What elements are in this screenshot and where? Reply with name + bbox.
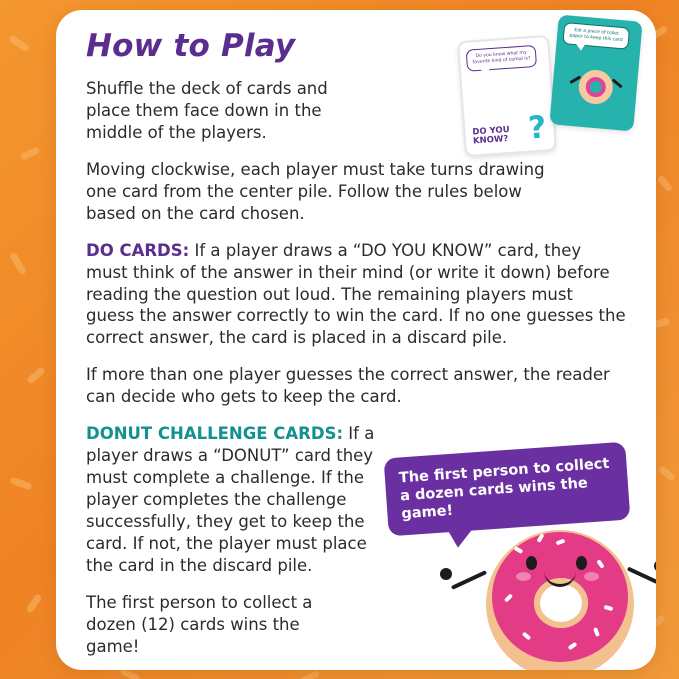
mini-donut-arm-right (612, 78, 623, 88)
mini-card-donut-challenge (549, 15, 642, 132)
donut-eye-right (576, 556, 587, 570)
sprinkle-decoration (8, 34, 30, 52)
do-cards-label: DO CARDS: (86, 240, 190, 260)
sprinkle-decoration (26, 366, 46, 384)
paragraph-shuffle: Shuffle the deck of cards and place them face down in the middle of the players. (86, 79, 328, 142)
speech-bubble-text: The first person to collect a dozen cards wins the game! (398, 455, 610, 523)
sprinkle-decoration (9, 251, 27, 275)
paragraph-do-cards (86, 240, 626, 350)
page-title: How to Play (86, 28, 296, 64)
donut-cards-label: DONUT CHALLENGE CARDS: (86, 424, 344, 444)
mini-card-speech-bubble: Do you know what my favorite kind of cereal is? (466, 45, 537, 72)
mini-card-speech-bubble: Eat a piece of toilet paper to keep this card (562, 22, 630, 50)
mini-card-do-you-know (457, 35, 557, 157)
donut-eye-left (526, 556, 537, 570)
sprinkle-decoration (19, 146, 40, 161)
sprinkle-decoration (657, 174, 674, 192)
donut-cheek-right (584, 572, 599, 581)
do-cards-text: If a player draws a “DO YOU KNOW” card, they must think of the answer in their mind (or write it down) before reading the question out loud. The remaining players must guess the answer correctly to win the card. If no one guesses the correct answer, the card is placed in a discard pile. (86, 240, 626, 348)
question-mark-icon: ? (527, 109, 548, 147)
paragraph-donut-challenge (86, 423, 386, 577)
donut-hand-right (654, 560, 656, 572)
sprinkle-decoration (300, 670, 321, 679)
paragraph-tie-breaker: If more than one player guesses the correct answer, the reader can decide who gets to keep the card. (86, 365, 610, 407)
sprinkle-decoration (658, 465, 676, 482)
donut-arm-right (627, 567, 656, 586)
instructions-card (56, 10, 656, 670)
sprinkle-decoration (25, 593, 42, 613)
donut-cards-text: If a player draws a “DONUT” card they must complete a challenge. If the player completes the challenge successfully, they get to keep the card. If not, the player must place the card in the discard pile. (86, 424, 375, 575)
mini-card-label: DO YOU KNOW? (472, 125, 510, 147)
sprinkle-decoration (9, 476, 32, 490)
donut-hand-left (440, 568, 452, 580)
paragraph-win-condition: The first person to collect a dozen (12) cards wins the game! (86, 592, 313, 656)
donut-mascot (464, 522, 656, 670)
paragraph-turns: Moving clockwise, each player must take turns drawing one card from the center pile. Follow the rules below based on the card chosen. (86, 159, 545, 223)
donut-cheek-left (516, 572, 531, 581)
